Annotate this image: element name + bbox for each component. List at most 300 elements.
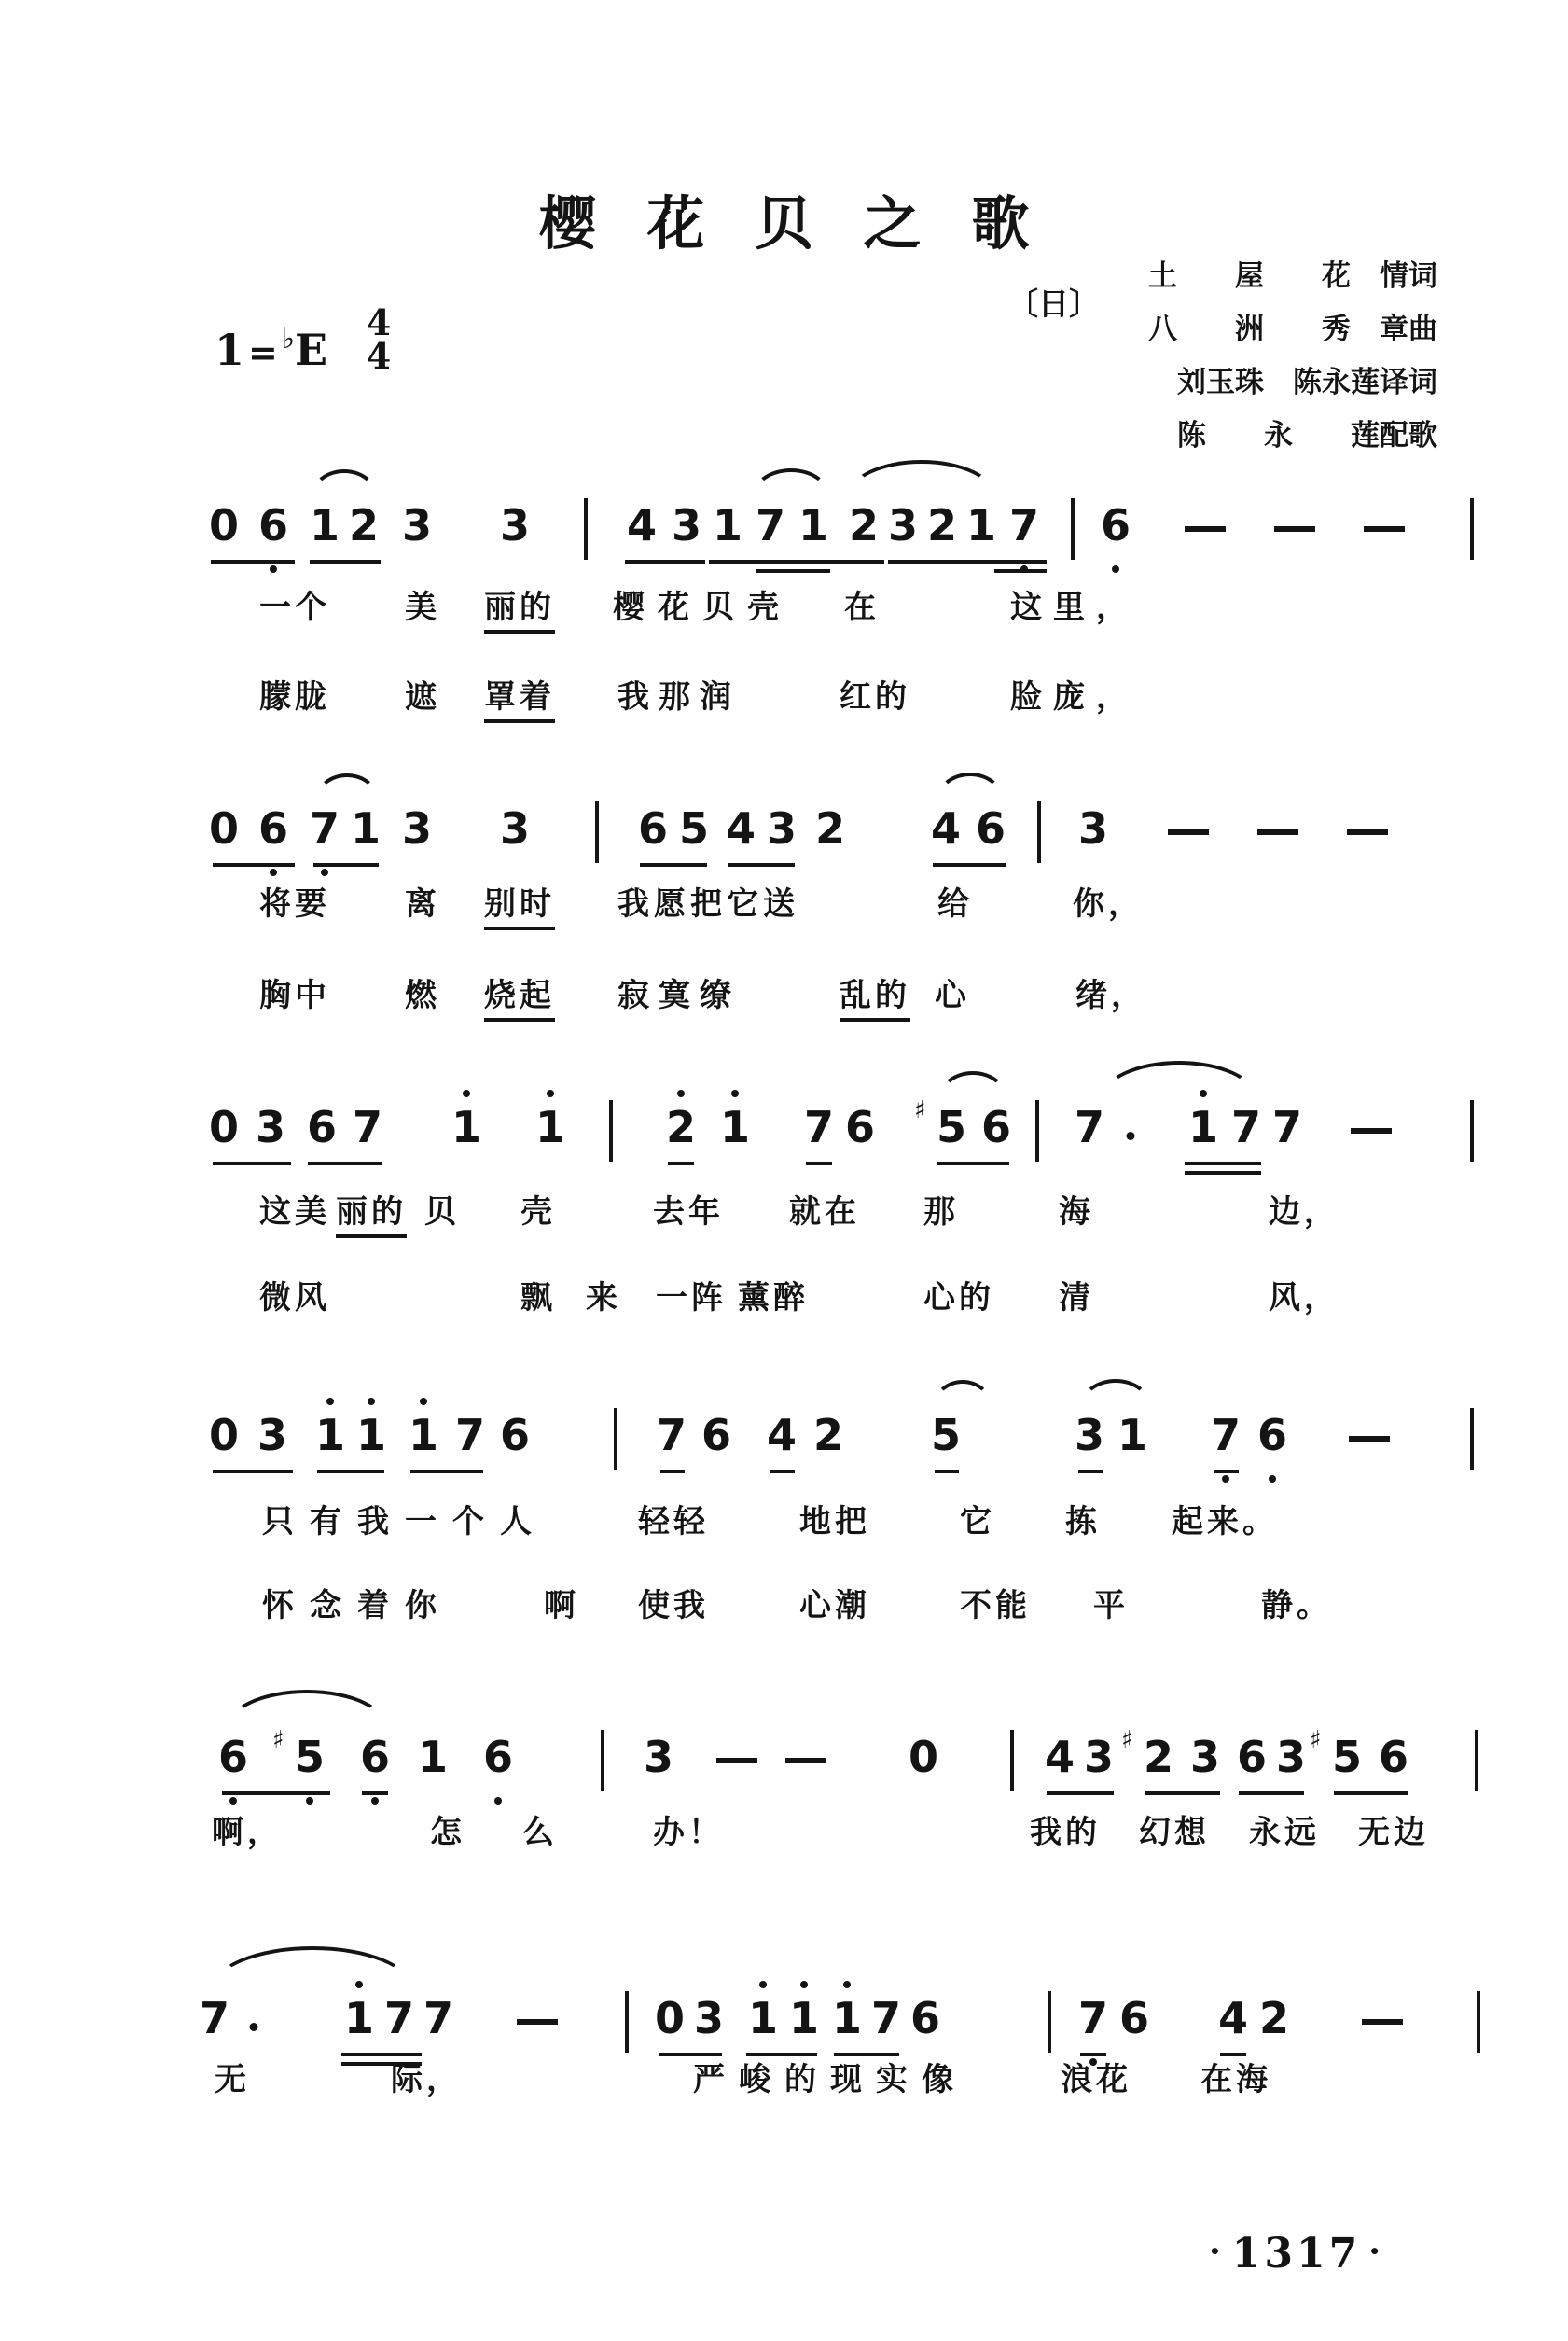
lyric-segment: 我愿把它送 <box>617 885 799 923</box>
note-digit <box>1083 1732 1115 1782</box>
note-value: 1 <box>355 1410 387 1460</box>
note-value: 7 <box>1008 500 1040 550</box>
slur-arc <box>1080 1379 1151 1406</box>
barline <box>1037 801 1041 863</box>
note-value: 2 <box>1143 1732 1174 1782</box>
beam-underline <box>933 863 1006 867</box>
note-digit <box>482 1732 514 1782</box>
barline <box>595 801 599 863</box>
note-value: 5 <box>678 803 710 854</box>
note-value: 7 <box>1271 1102 1303 1152</box>
lyric-segment: 朦胧 <box>259 678 330 716</box>
page-number-left-bullet: • <box>1209 2240 1225 2263</box>
note-digit <box>980 1102 1012 1152</box>
note-value: 7 <box>1210 1410 1242 1460</box>
beam-underline <box>668 1162 694 1165</box>
note-value: 5 <box>930 1410 962 1460</box>
note-value: 5 <box>936 1102 967 1152</box>
duration-dash <box>1351 1128 1392 1134</box>
note-digit <box>383 1993 415 2043</box>
duration-dash <box>1362 2019 1403 2025</box>
beam-underline <box>1078 1470 1103 1473</box>
note-value: 1 <box>417 1732 449 1782</box>
note-digit <box>1074 1410 1105 1460</box>
augmentation-dot <box>1127 1132 1135 1140</box>
note-value: 6 <box>1256 1410 1288 1460</box>
credit-line: 八 洲 秀 章曲 <box>1148 313 1437 346</box>
note-value: 6 <box>637 803 669 854</box>
sharp-icon: ♯ <box>271 1726 284 1754</box>
duration-dash <box>517 2019 558 2025</box>
note-digit <box>975 803 1006 854</box>
barline <box>1071 498 1075 560</box>
page-number <box>1201 2230 1392 2278</box>
note-digit <box>678 803 710 854</box>
lyric-segment: 我的 <box>1030 1814 1101 1851</box>
note-value: 0 <box>908 1732 939 1782</box>
lyric-segment: 幻想 <box>1139 1814 1210 1851</box>
lyric-segment: 燃 <box>405 977 440 1014</box>
lyric-segment: 飘 <box>520 1279 556 1317</box>
song-title: 樱花贝之歌 <box>538 188 1080 258</box>
credit-line: 陈 永 莲配歌 <box>1177 419 1437 453</box>
note-value: 6 <box>257 500 289 550</box>
lyric-segment: 离 <box>405 885 440 923</box>
note-digit <box>930 1410 962 1460</box>
time-signature <box>356 301 401 377</box>
note-value: 3 <box>257 1410 288 1460</box>
lyric-segment: 在海 <box>1200 2061 1271 2098</box>
duration-dash <box>1274 526 1315 532</box>
note-value: 0 <box>208 803 240 854</box>
beam-underline <box>213 863 295 867</box>
beam-underline <box>1214 1470 1239 1473</box>
beam-underline <box>1185 1162 1261 1165</box>
octave-dot-below <box>321 869 328 876</box>
note-digit <box>1077 1993 1109 2043</box>
note-digit <box>930 803 962 854</box>
note-digit <box>1117 1410 1148 1460</box>
note-value: 6 <box>701 1410 732 1460</box>
note-digit <box>1230 1102 1262 1152</box>
note-digit <box>913 1096 967 1152</box>
note-value: 4 <box>1044 1732 1075 1782</box>
lyric-segment: 乱的 <box>840 976 910 1022</box>
key-tonic: 1 <box>215 325 245 375</box>
lyric-segment: 绪， <box>1075 977 1146 1014</box>
note-digit <box>343 1993 375 2043</box>
lyric-segment: 际， <box>391 2061 462 2098</box>
lyric-segment: 浪花 <box>1061 2061 1131 2098</box>
note-value: 6 <box>257 803 289 854</box>
note-value: 2 <box>814 803 846 854</box>
note-digit <box>965 500 997 550</box>
note-digit <box>534 1102 566 1152</box>
octave-dot-above <box>547 1090 554 1097</box>
note-digit <box>719 1102 751 1152</box>
note-value: 3 <box>1077 803 1109 854</box>
barline <box>1048 1991 1051 2053</box>
lyric-segment: 樱花贝壳 <box>613 589 792 626</box>
note-value: 1 <box>451 1102 482 1152</box>
page-number-value: 1317 <box>1231 2230 1362 2278</box>
note-value: 6 <box>359 1732 391 1782</box>
key-letter: E <box>295 325 328 375</box>
note-value: 1 <box>747 1993 779 2043</box>
note-digit <box>1258 1993 1290 2043</box>
lyric-segment: 别时 <box>484 885 555 930</box>
note-digit <box>1217 1993 1249 2043</box>
barline <box>1010 1730 1014 1791</box>
octave-dot-above <box>759 1981 767 1988</box>
note-digit <box>1256 1410 1288 1460</box>
duration-dash <box>716 1758 757 1763</box>
note-value: 3 <box>643 1732 674 1782</box>
barline <box>614 1408 617 1470</box>
note-digit <box>814 803 846 854</box>
beam-underline <box>410 1470 483 1473</box>
note-digit <box>217 1732 249 1782</box>
note-digit <box>831 1993 863 2043</box>
note-digit <box>725 803 756 854</box>
octave-dot-above <box>326 1398 334 1405</box>
slur-arc <box>847 460 996 496</box>
note-value: 1 <box>719 1102 751 1152</box>
note-value: 1 <box>788 1993 820 2043</box>
note-value: 4 <box>725 803 756 854</box>
duration-dash <box>1257 829 1298 835</box>
slur-arc <box>1101 1061 1257 1098</box>
note-value: 7 <box>1074 1102 1105 1152</box>
octave-dot-above <box>843 1981 851 1988</box>
note-digit <box>1309 1726 1363 1782</box>
note-digit <box>1275 1732 1307 1782</box>
note-digit <box>1210 1410 1242 1460</box>
duration-dash <box>1347 829 1388 835</box>
note-value: 1 <box>712 500 743 550</box>
lyric-segment: 轻轻 <box>638 1503 709 1540</box>
beam-underline <box>625 560 705 564</box>
barline <box>1035 1100 1039 1162</box>
lyric-segment: 心潮 <box>799 1587 870 1624</box>
lyric-segment: 将要 <box>259 885 330 923</box>
note-value: 1 <box>314 1410 346 1460</box>
note-digit <box>1074 1102 1105 1152</box>
beam-underline <box>770 1470 795 1473</box>
beam-underline <box>1047 1791 1114 1795</box>
note-value: 3 <box>1083 1732 1115 1782</box>
note-digit <box>1236 1732 1268 1782</box>
note-digit <box>306 1102 338 1152</box>
note-digit <box>766 803 798 854</box>
note-value: 4 <box>626 500 658 550</box>
beam-underline <box>313 863 379 867</box>
note-digit <box>208 500 240 550</box>
slur-arc <box>937 773 1004 800</box>
note-value: 6 <box>217 1732 249 1782</box>
lyric-segment: 风， <box>1269 1279 1339 1317</box>
note-digit <box>908 1732 939 1782</box>
barline <box>1475 1730 1478 1791</box>
barline <box>625 1991 629 2053</box>
lyric-segment: 胸中 <box>259 977 330 1014</box>
slur-arc <box>938 1071 1007 1098</box>
beam-underline <box>935 1470 959 1473</box>
lyric-segment: 么 <box>522 1814 558 1851</box>
lyric-segment: 丽的 <box>484 588 555 634</box>
note-digit <box>257 803 289 854</box>
note-digit <box>1044 1732 1075 1782</box>
duration-dash <box>785 1758 826 1763</box>
lyric-segment: 贝 <box>424 1193 460 1231</box>
note-value: 0 <box>654 1993 686 2043</box>
note-digit <box>1077 803 1109 854</box>
note-digit <box>626 500 658 550</box>
page-number-right-bullet: • <box>1368 2240 1385 2263</box>
note-digit <box>350 803 382 854</box>
note-digit <box>348 500 380 550</box>
duration-dash <box>1349 1436 1390 1442</box>
lyric-segment: 就在 <box>789 1193 860 1231</box>
beam-underline <box>728 863 795 867</box>
lyric-segment: 只有我一个人 <box>262 1503 548 1540</box>
beam-underline <box>1145 1791 1220 1795</box>
note-digit <box>798 500 829 550</box>
slur-arc <box>211 1946 414 1989</box>
barline <box>1470 1408 1474 1470</box>
lyric-segment: 永远 <box>1249 1814 1320 1851</box>
note-digit <box>499 1410 531 1460</box>
note-value: 3 <box>499 500 531 550</box>
lyric-segment: 美 <box>405 589 440 626</box>
lyric-segment: 这里， <box>1010 589 1139 626</box>
note-digit <box>1008 500 1040 550</box>
note-digit <box>654 1993 686 2043</box>
note-value: 3 <box>499 803 531 854</box>
note-digit <box>803 1102 835 1152</box>
sharp-icon: ♯ <box>1309 1726 1322 1754</box>
lyric-segment: 寂寞缭 <box>617 977 741 1014</box>
note-digit <box>909 1993 941 2043</box>
octave-dot-below <box>371 1797 379 1805</box>
slur-arc <box>226 1690 388 1728</box>
note-digit <box>271 1726 326 1782</box>
lyric-segment: 那 <box>923 1193 959 1231</box>
note-digit <box>1271 1102 1303 1152</box>
lyric-segment: 边， <box>1269 1193 1339 1231</box>
note-digit <box>1118 1993 1150 2043</box>
note-digit <box>887 500 919 550</box>
note-digit <box>423 1993 454 2043</box>
note-value: 4 <box>930 803 962 854</box>
lyric-segment: 清 <box>1059 1279 1094 1317</box>
note-value: 2 <box>665 1102 697 1152</box>
lyric-segment: 拣 <box>1065 1503 1101 1540</box>
credit-line: 土 屋 花 情词 <box>1148 259 1437 293</box>
lyric-segment: 这美 <box>259 1193 330 1231</box>
lyric-segment: 不能 <box>960 1587 1031 1624</box>
note-digit <box>499 500 531 550</box>
beam-underline <box>1185 1171 1261 1175</box>
beam-underline <box>213 1470 293 1473</box>
note-value: 0 <box>208 500 240 550</box>
lyric-segment: 烧起 <box>484 976 555 1022</box>
note-value: 3 <box>401 500 433 550</box>
note-value: 4 <box>1217 1993 1249 2043</box>
augmentation-dot <box>250 2023 258 2031</box>
note-digit <box>355 1410 387 1460</box>
note-digit <box>499 803 531 854</box>
note-value: 7 <box>803 1102 835 1152</box>
beam-underline <box>709 560 884 564</box>
note-value: 5 <box>1331 1732 1363 1782</box>
note-value: 6 <box>1378 1732 1409 1782</box>
octave-dot-below <box>270 565 277 573</box>
slur-arc <box>933 1380 992 1406</box>
key-signature <box>215 323 328 375</box>
credit-line: 刘玉珠 陈永莲译词 <box>1177 366 1437 399</box>
beam-underline <box>806 1162 832 1165</box>
note-digit <box>199 1993 230 2043</box>
note-value: 7 <box>199 1993 230 2043</box>
octave-dot-below <box>1269 1475 1276 1483</box>
note-value: 4 <box>766 1410 798 1460</box>
lyric-segment: 啊 <box>544 1587 579 1624</box>
octave-dot-above <box>368 1398 375 1405</box>
lyric-segment: 丽的 <box>336 1192 407 1238</box>
note-digit <box>656 1410 687 1460</box>
sharp-icon: ♯ <box>1120 1726 1133 1754</box>
note-digit <box>257 1410 288 1460</box>
lyric-segment: 遮 <box>405 678 440 716</box>
duration-dash <box>1185 526 1226 532</box>
beam-underline <box>211 560 295 564</box>
lyric-segment: 办！ <box>653 1814 724 1851</box>
note-value: 1 <box>343 1993 375 2043</box>
note-value: 3 <box>1189 1732 1221 1782</box>
note-digit <box>755 500 786 550</box>
lyric-segment: 脸庞， <box>1010 678 1139 716</box>
lyric-segment: 来 <box>586 1279 621 1317</box>
lyric-segment: 你， <box>1073 885 1144 923</box>
lyric-segment: 海 <box>1059 1193 1094 1231</box>
note-digit <box>712 500 743 550</box>
lyric-segment: 壳 <box>520 1193 556 1231</box>
note-digit <box>359 1732 391 1782</box>
note-digit <box>1378 1732 1409 1782</box>
lyric-segment: 平 <box>1093 1587 1129 1624</box>
note-value: 6 <box>1236 1732 1268 1782</box>
barline <box>584 498 588 560</box>
octave-dot-below <box>1112 565 1119 573</box>
lyric-segment: 一阵 <box>656 1279 727 1317</box>
beam-underline <box>1080 2053 1106 2056</box>
note-value: 3 <box>887 500 919 550</box>
note-value: 3 <box>401 803 433 854</box>
note-value: 2 <box>1258 1993 1290 2043</box>
note-value: 3 <box>1074 1410 1105 1460</box>
beam-underline <box>640 863 707 867</box>
note-value: 7 <box>383 1993 415 2043</box>
note-digit <box>401 803 433 854</box>
octave-dot-above <box>800 1981 808 1988</box>
note-value: 6 <box>844 1102 876 1152</box>
barline <box>1477 1991 1480 2053</box>
note-digit <box>255 1102 286 1152</box>
note-value: 1 <box>534 1102 566 1152</box>
note-value: 6 <box>482 1732 514 1782</box>
note-value: 1 <box>1187 1102 1219 1152</box>
note-digit <box>1120 1726 1174 1782</box>
sharp-icon: ♯ <box>913 1096 926 1124</box>
beam-underline <box>362 1791 388 1795</box>
lyric-segment: 心 <box>935 977 970 1014</box>
note-digit <box>208 803 240 854</box>
note-value: 3 <box>671 500 702 550</box>
beam-underline <box>213 1162 291 1165</box>
barline <box>1470 1100 1474 1162</box>
beam-underline <box>746 2053 817 2056</box>
note-value: 7 <box>870 1993 902 2043</box>
note-value: 7 <box>352 1102 383 1152</box>
beam-underline <box>341 2053 422 2056</box>
beam-underline <box>756 569 830 573</box>
note-digit <box>408 1410 439 1460</box>
note-value: 7 <box>1077 1993 1109 2043</box>
octave-dot-below <box>494 1797 502 1805</box>
note-value: 1 <box>965 500 997 550</box>
beam-underline <box>317 1470 384 1473</box>
lyric-segment: 无 <box>215 2061 250 2098</box>
note-digit <box>417 1732 449 1782</box>
note-value: 0 <box>208 1102 240 1152</box>
beam-underline <box>1239 1791 1304 1795</box>
slur-arc <box>311 469 378 496</box>
barline <box>1470 498 1474 560</box>
note-digit <box>848 500 880 550</box>
note-value: 6 <box>1100 500 1131 550</box>
credits-block <box>1148 250 1437 463</box>
note-digit <box>926 500 958 550</box>
note-value: 1 <box>309 500 340 550</box>
slur-arc <box>752 468 830 496</box>
lyric-segment: 一个 <box>259 589 330 626</box>
beam-underline <box>660 1470 685 1473</box>
note-value: 7 <box>423 1993 454 2043</box>
lyric-segment: 它 <box>960 1503 995 1540</box>
barline <box>609 1100 613 1162</box>
barline <box>601 1730 604 1791</box>
note-digit <box>401 500 433 550</box>
beam-underline <box>888 560 1047 564</box>
note-digit <box>766 1410 798 1460</box>
flat-icon: ♭ <box>281 323 296 355</box>
note-value: 6 <box>306 1102 338 1152</box>
beam-underline <box>994 569 1047 573</box>
note-digit <box>788 1993 820 2043</box>
lyric-segment: 地把 <box>799 1503 870 1540</box>
note-value: 7 <box>1230 1102 1262 1152</box>
octave-dot-below <box>306 1797 313 1805</box>
duration-dash <box>1168 829 1209 835</box>
note-digit <box>701 1410 732 1460</box>
beam-underline <box>310 560 381 564</box>
beam-underline <box>222 1791 330 1795</box>
note-value: 7 <box>755 500 786 550</box>
lyric-segment: 心的 <box>923 1279 994 1317</box>
beam-underline <box>937 1162 1009 1165</box>
note-digit <box>693 1993 725 2043</box>
